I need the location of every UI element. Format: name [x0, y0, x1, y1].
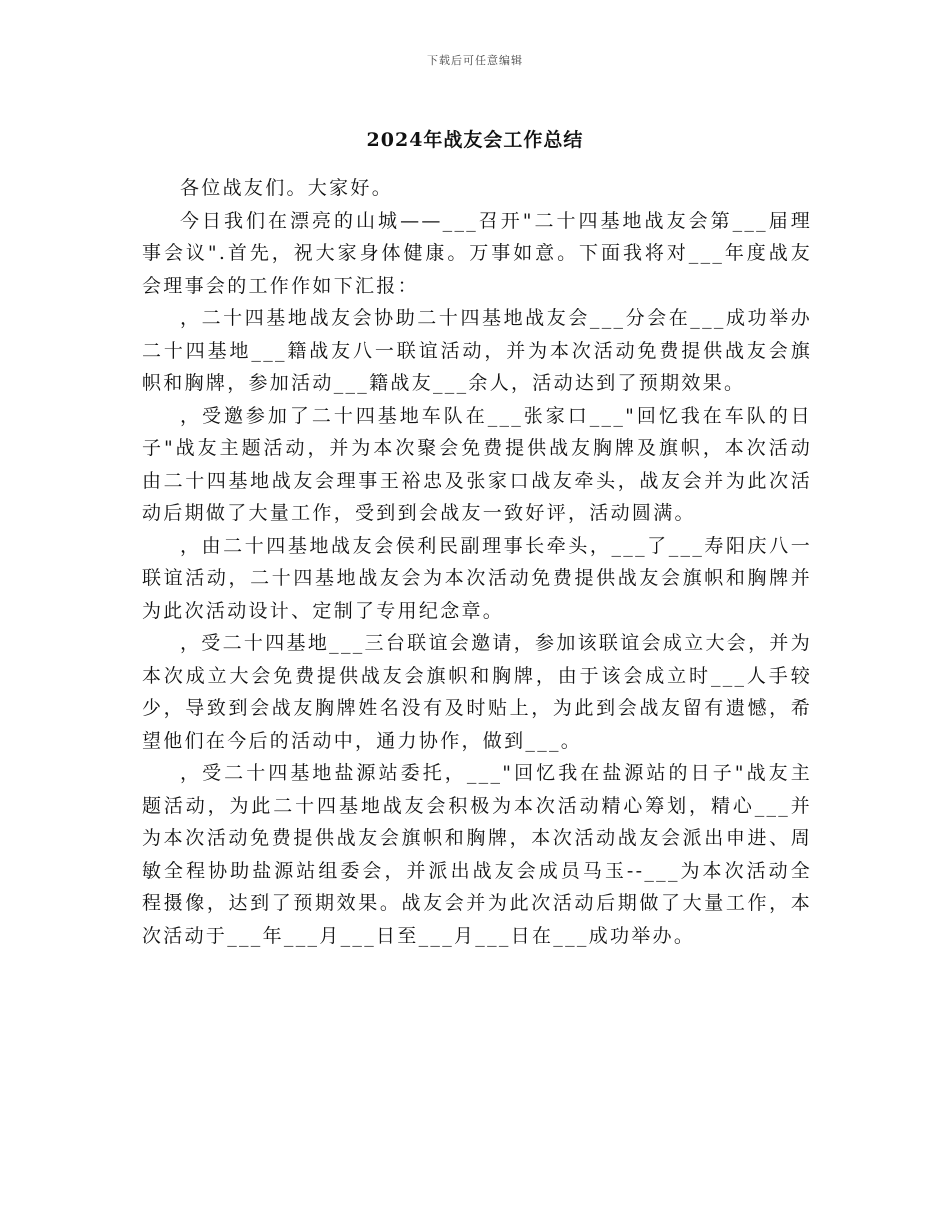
paragraph-item-3: ，由二十四基地战友会侯利民副理事长牵头，___了___寿阳庆八一联谊活动，二十四基地战友会为本次活动免费提供战友会旗帜和胸牌并为此次活动设计、定制了专用纪念章。 [142, 534, 812, 622]
page-header: 下载后可任意编辑 [427, 54, 523, 67]
paragraph-item-2: ，受邀参加了二十四基地车队在___张家口___"回忆我在车队的日子"战友主题活动，并为本次聚会免费提供战友胸牌及旗帜，本次活动由二十四基地战友会理事王裕忠及张家口战友牵头，战友会并为此次活动后期做了大量工作，受到到会战友一致好评，活动圆满。 [142, 404, 812, 524]
document-title: 2024年战友会工作总结 [366, 129, 584, 151]
document-body [142, 172, 812, 952]
paragraph-intro: 今日我们在漂亮的山城——___召开"二十四基地战友会第___届理事会议".首先，祝大家身体健康。万事如意。下面我将对___年度战友会理事会的工作作如下汇报： [142, 209, 812, 297]
paragraph-item-1: ，二十四基地战友会协助二十四基地战友会___分会在___成功举办二十四基地___籍战友八一联谊活动，并为本次活动免费提供战友会旗帜和胸牌，参加活动___籍战友___余人，活动达到了预期效果。 [142, 307, 812, 394]
paragraph-greeting: 各位战友们。大家好。 [180, 177, 394, 199]
paragraph-item-5: ，受二十四基地盐源站委托，___"回忆我在盐源站的日子"战友主题活动，为此二十四基地战友会积极为本次活动精心筹划，精心___并为本次活动免费提供战友会旗帜和胸牌，本次活动战友会派出申进、周敏全程协助盐源站组委会，并派出战友会成员马玉--___为本次活动全程摄像，达到了预期效果。战友会并为此次活动后期做了大量工作，本次活动于___年___月___日至___月___日在___成功举办。 [142, 762, 812, 947]
paragraph-item-4: ，受二十四基地___三台联谊会邀请，参加该联谊会成立大会，并为本次成立大会免费提供战友会旗帜和胸牌，由于该会成立时___人手较少，导致到会战友胸牌姓名没有及时贴上，为此到会战友留有遗憾，希望他们在今后的活动中，通力协作，做到___。 [142, 632, 812, 752]
